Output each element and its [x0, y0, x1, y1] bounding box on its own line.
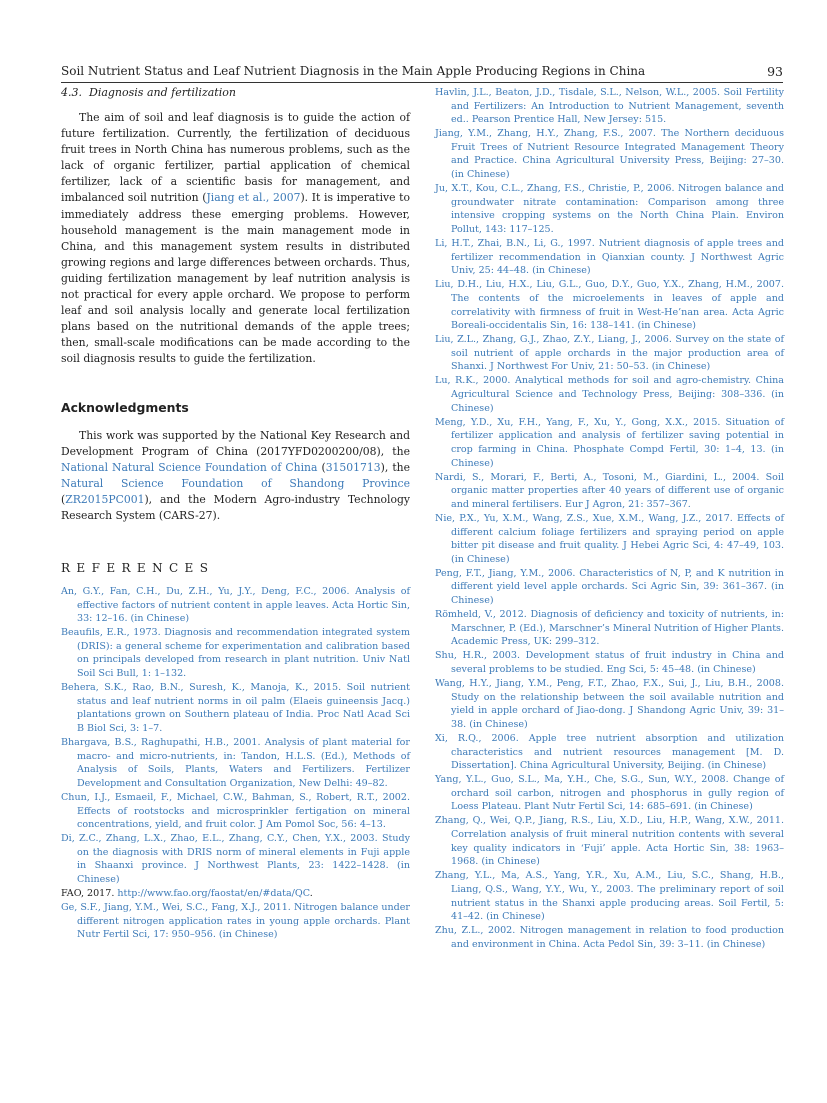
- reference-item[interactable]: Ge, S.F., Jiang, Y.M., Wei, S.C., Fang, X.J., 2011. Nitrogen balance under different nitrogen application rates in young apple orchards. Plant Nutr Fertil Sci, 17: 950–956. (in Chinese): [61, 902, 410, 941]
- reference-item[interactable]: An, G.Y., Fan, C.H., Du, Z.H., Yu, J.Y., Deng, F.C., 2006. Analysis of effective factors of nutrient content in apple leaves. Acta Hortic Sin, 33: 12–16. (in Chinese): [61, 586, 410, 625]
- reference-item[interactable]: Li, H.T., Zhai, B.N., Li, G., 1997. Nutrient diagnosis of apple trees and fertilizer recommendation in Qianxian county. J Northwest Agric Univ, 25: 44–48. (in Chinese): [435, 238, 784, 277]
- running-header: [61, 62, 783, 83]
- shandong-foundation-link[interactable]: Natural Science Foundation of Shandong Province: [61, 477, 410, 491]
- reference-item[interactable]: Ju, X.T., Kou, C.L., Zhang, F.S., Christie, P., 2006. Nitrogen balance and groundwater nitrate contamination: Comparison among three intensive cropping systems on the North China Plain. Environ Pollut, 143: 117–125.: [435, 183, 784, 235]
- references-left-list: [61, 585, 410, 942]
- reference-item[interactable]: Di, Z.C., Zhang, L.X., Zhao, E.L., Zhang, C.Y., Chen, Y.X., 2003. Study on the diagnosis with DRIS norm of mineral elements in Fuji apple in Shaanxi province. J Northwest Plants, 23: 1422–1428. (in Chinese): [61, 833, 410, 885]
- reference-item[interactable]: Peng, F.T., Jiang, Y.M., 2006. Characteristics of N, P, and K nutrition in different yield level apple orchards. Sci Agric Sin, 39: 361–367. (in Chinese): [435, 567, 784, 606]
- reference-item[interactable]: Xi, R.Q., 2006. Apple tree nutrient absorption and utilization characteristics and nutrient resources management [M. D. Dissertation]. China Agricultural University, Beijing. (in Chinese): [435, 732, 784, 772]
- reference-item[interactable]: Behera, S.K., Rao, B.N., Suresh, K., Manoja, K., 2015. Soil nutrient status and leaf nutrient norms in oil palm (Elaeis guineensis Jacq.) plantations grown on Southern plateau of India. Proc Natl Acad Sci B Biol Sci, 3: 1–7.: [61, 682, 410, 734]
- citation-link[interactable]: Jiang et al., 2007: [206, 191, 301, 205]
- reference-item[interactable]: Römheld, V., 2012. Diagnosis of deficiency and toxicity of nutrients, in: Marschner, P. (Ed.), Marschner’s Mineral Nutrition of Higher Plants. Academic Press, UK: 299–312.: [435, 609, 784, 648]
- reference-item[interactable]: Havlin, J.L., Beaton, J.D., Tisdale, S.L., Nelson, W.L., 2005. Soil Fertility and Fertilizers: An Introduction to Nutrient Management, seventh ed.. Pearson Prentice Hall, New Jersey: 515.: [435, 87, 784, 126]
- section-title: Diagnosis and fertilization: [89, 86, 236, 99]
- para-text-1: The aim of soil and leaf diagnosis is to guide the action of future fertilization. Currently, the fertilization of deciduous fruit trees in North China has numerous problems, such as the lack of organic fertilizer, partial application of chemical fertilizer, lack of a scientific basis for management, and imbalanced soil nutrition (: [61, 111, 410, 205]
- section-heading: [61, 86, 410, 100]
- reference-item[interactable]: Zhang, Y.L., Ma, A.S., Yang, Y.R., Xu, A.M., Liu, S.C., Shang, H.B., Liang, Q.S., Wang, Y.Y., Wu, Y., 2003. The preliminary report of soil nutrient status in the Shanxi apple producing areas. Soil Fertil, 5: 41–42. (in Chinese): [435, 870, 784, 923]
- grant-link-2[interactable]: ZR2015PC001: [65, 493, 145, 507]
- section-paragraph: [61, 110, 410, 368]
- acknowledgments-heading: Acknowledgments: [61, 400, 189, 415]
- reference-item[interactable]: Nardi, S., Morari, F., Berti, A., Tosoni, M., Giardini, L., 2004. Soil organic matter properties after 40 years of different use of organic and mineral fertilisers. Eur J Agron, 21: 357–367.: [435, 471, 784, 510]
- reference-item[interactable]: Bhargava, B.S., Raghupathi, H.B., 2001. Analysis of plant material for macro- and micro-nutrients, in: Tandon, H.L.S. (Ed.), Methods of Analysis of Soils, Plants, Waters and Fertilizers. Fertilizer Development and Consultation Organization, New Delhi: 49–82.: [61, 737, 410, 789]
- reference-item[interactable]: Beaufils, E.R., 1973. Diagnosis and recommendation integrated system (DRIS): a general scheme for experimentation and calibration based on principals developed from research in plant nutrition. Univ Natl Soil Sci Bull, 1: 1–132.: [61, 627, 410, 680]
- running-title: Soil Nutrient Status and Leaf Nutrient Diagnosis in the Main Apple Producing Regions in China: [61, 64, 646, 78]
- grant-link-1[interactable]: 31501713: [325, 461, 381, 475]
- ack-text-5: ), and the Modern Agro-industry Technology Research System (CARS-27).: [61, 493, 410, 523]
- reference-item[interactable]: Shu, H.R., 2003. Development status of fruit industry in China and several problems to be studied. Eng Sci, 5: 45–48. (in Chinese): [435, 650, 784, 675]
- fao-url-link[interactable]: http://www.fao.org/faostat/en/#data/QC: [117, 888, 310, 900]
- references-heading: REFERENCES: [61, 561, 215, 575]
- reference-item[interactable]: Liu, Z.L., Zhang, G.J., Zhao, Z.Y., Liang, J., 2006. Survey on the state of soil nutrient of apple orchards in the major production area of Shanxi. J Northwest For Univ, 21: 50–53. (in Chinese): [435, 334, 784, 373]
- reference-fao-end: .: [309, 888, 313, 900]
- ack-text-2: (: [317, 461, 326, 475]
- section-number: 4.3.: [61, 86, 82, 99]
- ack-text-3: ), the: [380, 461, 410, 475]
- reference-item[interactable]: Lu, R.K., 2000. Analytical methods for soil and agro-chemistry. China Agricultural Science and Technology Press, Beijing: 308–336. (in Chinese): [435, 375, 784, 414]
- reference-fao-text: FAO, 2017.: [61, 888, 118, 900]
- ack-text-1: This work was supported by the National Key Research and Development Program of China (2017YFD0200200/08), the: [61, 429, 410, 459]
- reference-item[interactable]: Chun, I.J., Esmaeil, F., Michael, C.W., Bahman, S., Robert, R.T., 2002. Effects of rootstocks and microsprinkler fertigation on mineral concentrations, yield, and fruit color. J Am Pomol Soc, 56: 4–13.: [61, 791, 410, 831]
- references-right-list: [435, 86, 784, 952]
- ack-text-4: (: [61, 493, 66, 507]
- reference-item: [61, 887, 410, 901]
- acknowledgments-paragraph: [61, 428, 410, 525]
- reference-item[interactable]: Yang, Y.L., Guo, S.L., Ma, Y.H., Che, S.G., Sun, W.Y., 2008. Change of orchard soil carbon, nitrogen and phosphorus in gully region of Loess Plateau. Plant Nutr Fertil Sci, 14: 685–691. (in Chinese): [435, 774, 784, 813]
- para-text-2: ). It is imperative to immediately address these emerging problems. However, household management is the main management mode in China, and this management system results in distributed growing regions and large differences between orchards. Thus, guiding fertilization management by leaf nutrition analysis is not practical for every apple orchard. We propose to perform leaf and soil analysis locally and generate local fertilization plans based on the nutritional demands of the apple trees; then, small-scale modifications can be made according to the soil diagnosis results to guide the fertilization.: [61, 191, 411, 366]
- reference-item[interactable]: Meng, Y.D., Xu, F.H., Yang, F., Xu, Y., Gong, X.X., 2015. Situation of fertilizer application and analysis of fertilizer saving potential in crop farming in China. Phosphate Compd Fertil, 30: 1–4, 13. (in Chinese): [435, 416, 784, 469]
- left-column: [61, 86, 410, 368]
- nsfc-link[interactable]: National Natural Science Foundation of China: [61, 461, 318, 475]
- reference-item[interactable]: Nie, P.X., Yu, X.M., Wang, Z.S., Xue, X.M., Wang, J.Z., 2017. Effects of different calcium foliage fertilizers and spraying period on apple bitter pit disease and fruit quality. J Hebei Agric Sci, 4: 47–49, 103. (in Chinese): [435, 512, 784, 565]
- reference-item[interactable]: Wang, H.Y., Jiang, Y.M., Peng, F.T., Zhao, F.X., Sui, J., Liu, B.H., 2008. Study on the relationship between the soil available nutrition and yield in apple orchard of Jiao-dong. J Shandong Agric Univ, 39: 31–38. (in Chinese): [435, 678, 784, 730]
- reference-item[interactable]: Zhang, Q., Wei, Q.P., Jiang, R.S., Liu, X.D., Liu, H.P., Wang, X.W., 2011. Correlation analysis of fruit mineral nutrition contents with several key quality indicators in ‘Fuji’ apple. Acta Hortic Sin, 38: 1963–1968. (in Chinese): [435, 815, 784, 868]
- acknowledgments-body: [61, 428, 410, 525]
- reference-item[interactable]: Liu, D.H., Liu, H.X., Liu, G.L., Guo, D.Y., Guo, Y.X., Zhang, H.M., 2007. The contents of the microelements in leaves of apple and correlativity with firmness of fruit in West-He’nan area. Acta Agric Boreali-occidentalis Sin, 16: 138–141. (in Chinese): [435, 279, 784, 332]
- page-number: 93: [767, 64, 783, 79]
- reference-item[interactable]: Zhu, Z.L., 2002. Nitrogen management in relation to food production and environment in China. Acta Pedol Sin, 39: 3–11. (in Chinese): [435, 925, 784, 950]
- reference-item[interactable]: Jiang, Y.M., Zhang, H.Y., Zhang, F.S., 2007. The Northern deciduous Fruit Trees of Nutrient Resource Integrated Management Theory and Practice. China Agricultural University Press, Beijing: 27–30. (in Chinese): [435, 128, 784, 181]
